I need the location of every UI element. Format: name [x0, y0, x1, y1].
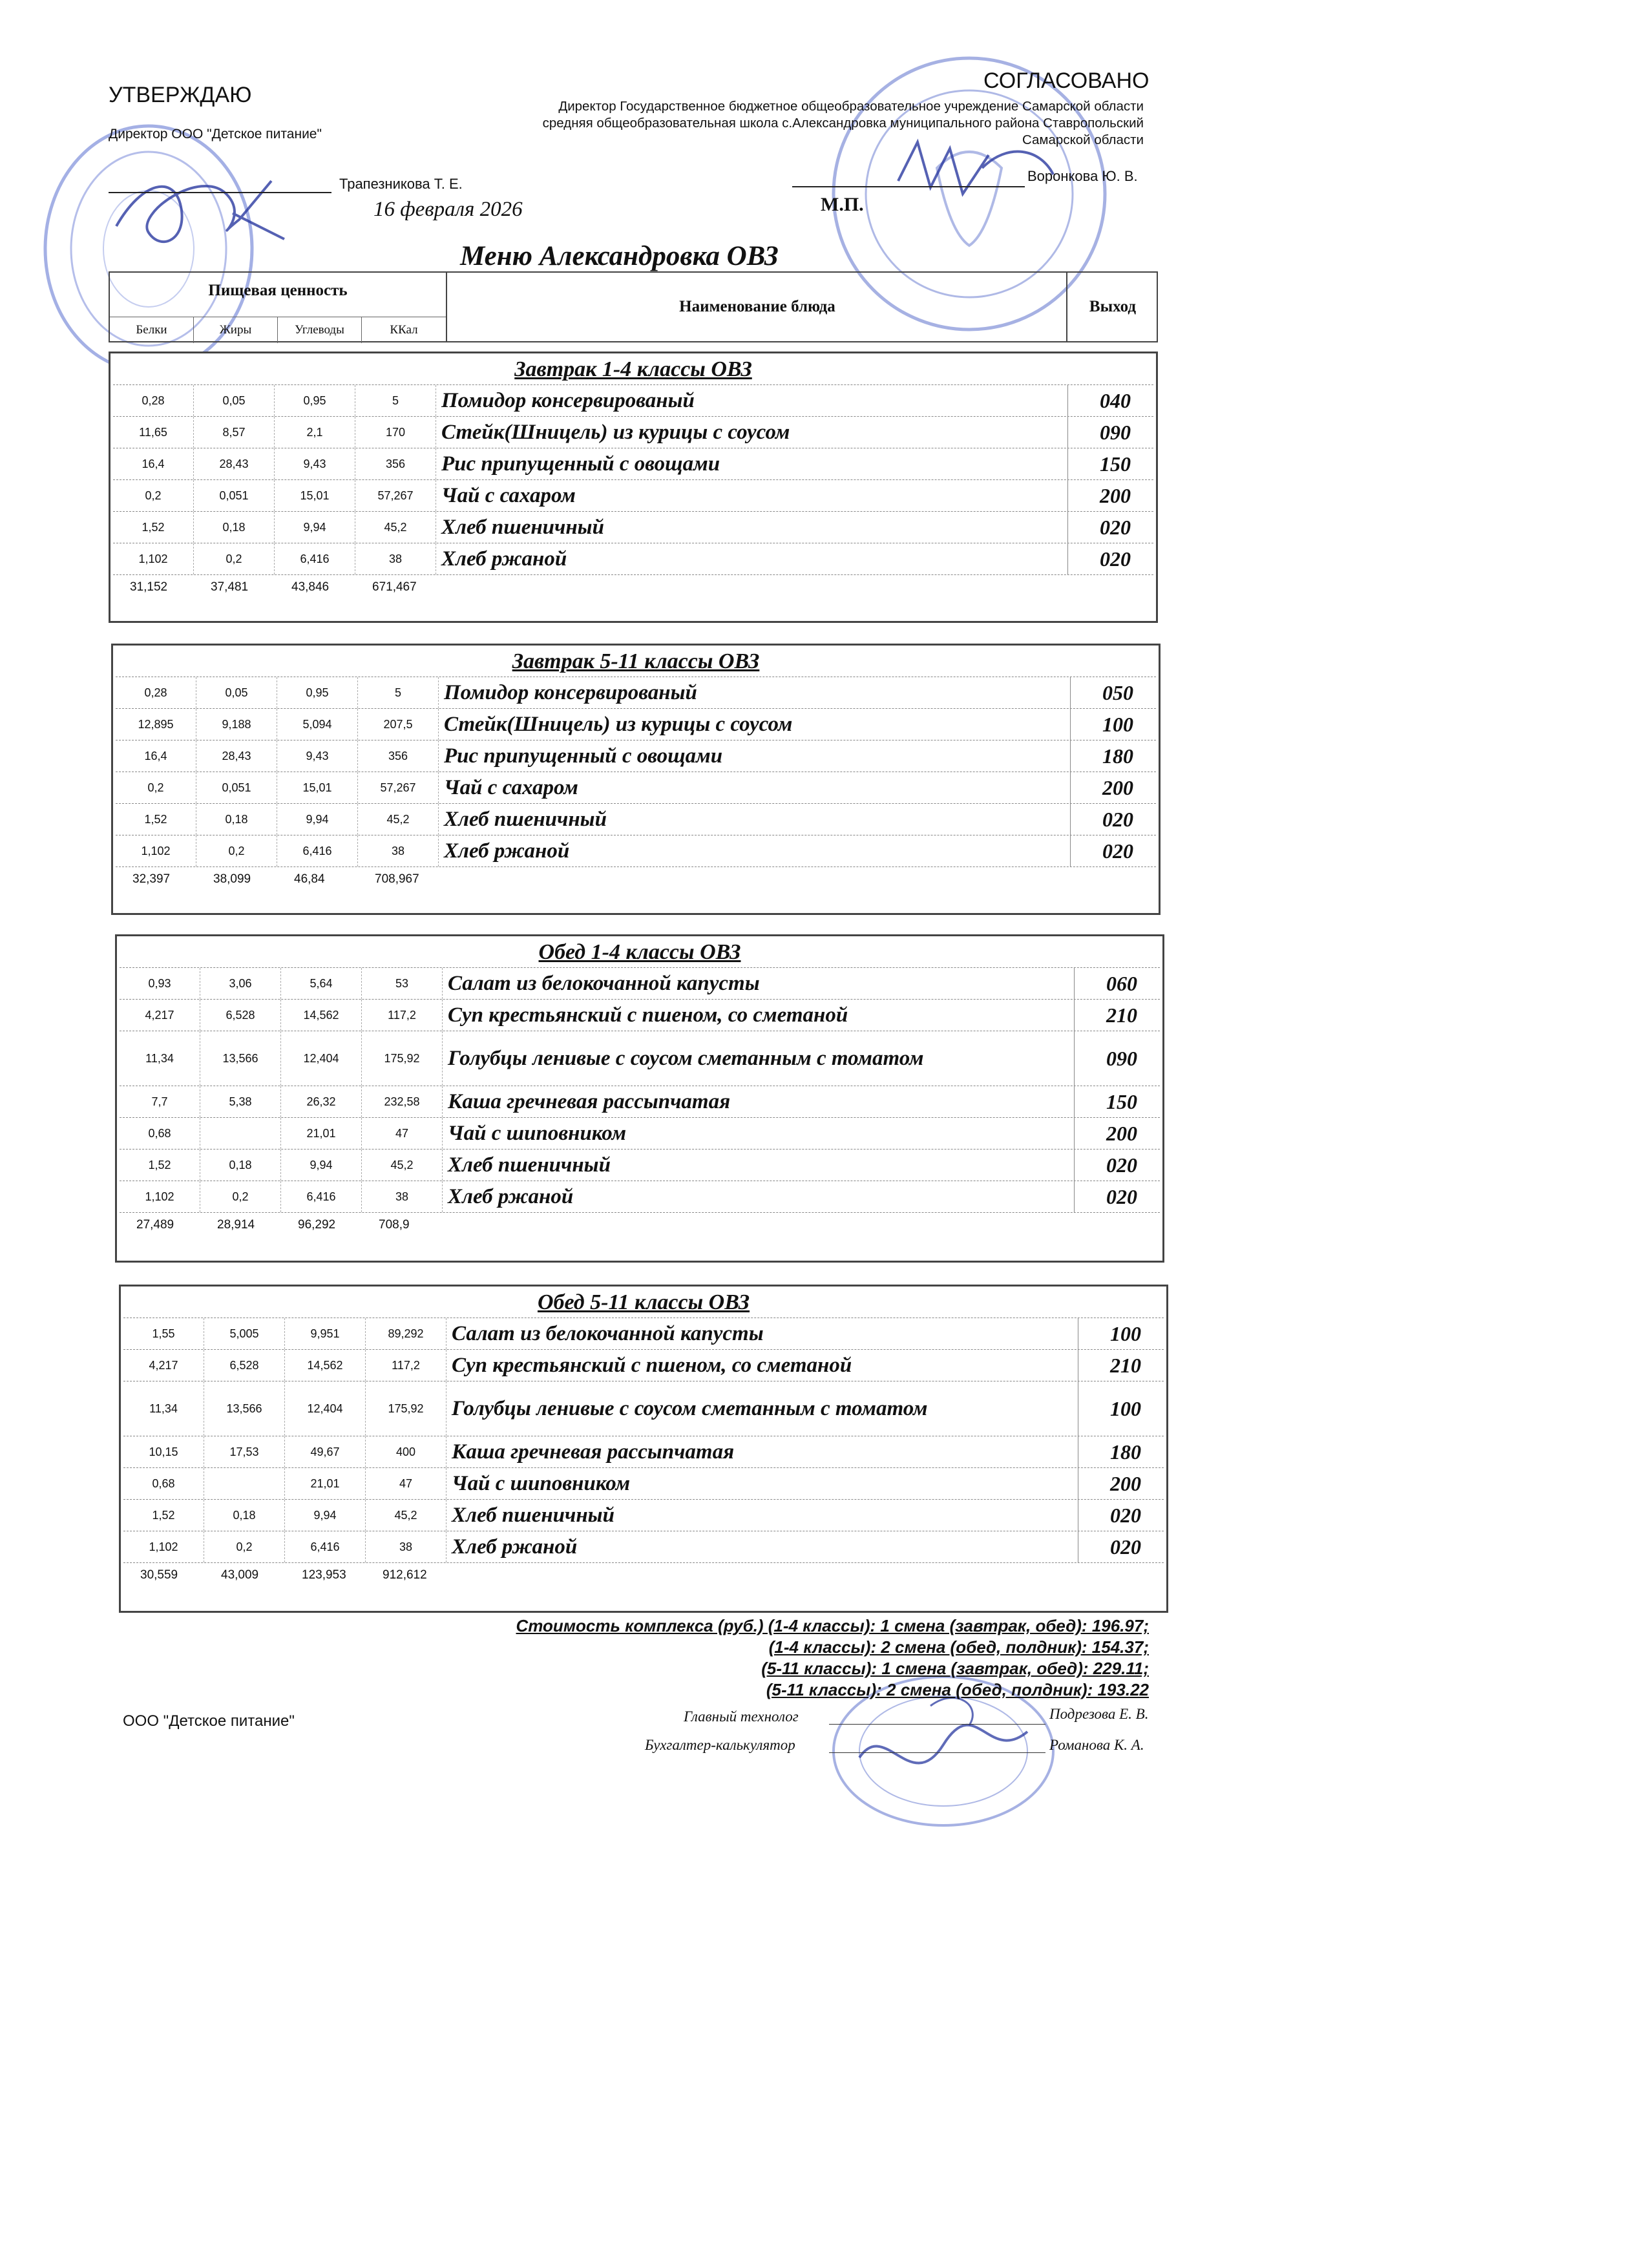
- section-title: Завтрак 5-11 классы ОВЗ: [512, 649, 760, 673]
- protein-cell: 1,52: [116, 804, 196, 835]
- table-row: [113, 543, 1153, 574]
- fat-cell: 8,57: [194, 417, 275, 448]
- kcal-cell: 38: [366, 1531, 446, 1562]
- output-cell: 200: [1106, 1121, 1137, 1145]
- dish-name: Хлеб ржаной: [452, 1531, 1078, 1562]
- tech-role: Главный технолог: [684, 1708, 799, 1725]
- output-cell: 090: [1100, 420, 1131, 444]
- acct-role: Бухгалтер-калькулятор: [645, 1737, 795, 1753]
- protein-header: Белки: [110, 317, 194, 343]
- table-row: [123, 1381, 1164, 1436]
- dish-name: Рис припущенный с овощами: [444, 740, 1071, 772]
- total-kcal: 708,9: [379, 1218, 410, 1232]
- protein-cell: 0,28: [113, 385, 194, 416]
- approve-date: 16 февраля 2026: [373, 198, 523, 221]
- section-lunch-1-4: [115, 934, 1164, 1263]
- kcal-cell: 232,58: [362, 1086, 443, 1117]
- carbs-cell: 21,01: [285, 1468, 366, 1499]
- dish-name: Чай с шиповником: [448, 1118, 1075, 1149]
- protein-cell: 1,102: [120, 1181, 200, 1212]
- protein-cell: 1,52: [123, 1500, 204, 1531]
- total-carbs: 96,292: [298, 1218, 336, 1232]
- kcal-cell: 45,2: [362, 1150, 443, 1181]
- protein-cell: 1,102: [113, 543, 194, 574]
- table-row: [116, 740, 1156, 772]
- table-row: [123, 1499, 1164, 1531]
- section-title: Обед 1-4 классы ОВЗ: [538, 940, 741, 964]
- fat-cell: 0,05: [194, 385, 275, 416]
- dish-name: Хлеб пшеничный: [452, 1500, 1078, 1531]
- table-row: [116, 708, 1156, 740]
- fat-cell: 5,38: [200, 1086, 281, 1117]
- section-rows: [113, 384, 1153, 600]
- protein-cell: 11,34: [120, 1031, 200, 1086]
- output-cell: 020: [1110, 1503, 1141, 1527]
- total-kcal: 671,467: [372, 580, 417, 594]
- carbs-cell: 15,01: [275, 480, 355, 511]
- total-row: [123, 1562, 1164, 1588]
- protein-cell: 12,895: [116, 709, 196, 740]
- dish-name: Помидор консервированый: [444, 677, 1071, 708]
- protein-cell: 4,217: [123, 1350, 204, 1381]
- fat-cell: 3,06: [200, 968, 281, 999]
- table-row: [116, 803, 1156, 835]
- approve-signature: [103, 155, 297, 258]
- approve-role: Директор ООО "Детское питание": [109, 127, 322, 142]
- section-title: Завтрак 1-4 классы ОВЗ: [514, 357, 752, 381]
- output-cell: 200: [1110, 1471, 1141, 1495]
- output-cell: 150: [1100, 452, 1131, 476]
- dish-name: Суп крестьянский с пшеном, со сметаной: [452, 1350, 1078, 1381]
- section-rows: [116, 677, 1156, 892]
- dish-name: Салат из белокочанной капусты: [452, 1318, 1078, 1349]
- kcal-cell: 117,2: [362, 1000, 443, 1031]
- carbs-cell: 49,67: [285, 1436, 366, 1467]
- acct-name: Романова К. А.: [1049, 1737, 1144, 1753]
- protein-cell: 0,2: [113, 480, 194, 511]
- table-row: [116, 835, 1156, 866]
- fat-cell: 6,528: [200, 1000, 281, 1031]
- carbs-cell: 12,404: [281, 1031, 362, 1086]
- carbs-cell: 9,43: [277, 740, 358, 772]
- nutrition-subheader: [110, 317, 446, 343]
- table-row: [113, 416, 1153, 448]
- approve-title: УТВЕРЖДАЮ: [109, 83, 252, 107]
- carbs-cell: 9,951: [285, 1318, 366, 1349]
- protein-cell: 0,28: [116, 677, 196, 708]
- fat-header: Жиры: [194, 317, 278, 343]
- kcal-cell: 5: [358, 677, 439, 708]
- total-kcal: 708,967: [375, 872, 419, 886]
- kcal-cell: 38: [362, 1181, 443, 1212]
- fat-cell: 0,2: [196, 835, 277, 866]
- fat-cell: 0,2: [204, 1531, 285, 1562]
- fat-cell: 0,2: [200, 1181, 281, 1212]
- kcal-cell: 45,2: [358, 804, 439, 835]
- fat-cell: 0,05: [196, 677, 277, 708]
- total-protein: 30,559: [140, 1568, 178, 1582]
- total-carbs: 43,846: [291, 580, 330, 594]
- dish-name: Хлеб пшеничный: [441, 512, 1068, 543]
- kcal-cell: 356: [355, 448, 436, 479]
- carbs-cell: 5,094: [277, 709, 358, 740]
- carbs-cell: 15,01: [277, 772, 358, 803]
- total-carbs: 46,84: [294, 872, 325, 886]
- cost-line: Стоимость комплекса (руб.) (1-4 классы): 1 смена (завтрак, обед): 196.97;: [516, 1616, 1149, 1635]
- output-cell: 040: [1100, 388, 1131, 412]
- kcal-cell: 45,2: [355, 512, 436, 543]
- table-row: [116, 677, 1156, 708]
- total-protein: 27,489: [136, 1218, 174, 1232]
- section-breakfast-1-4: [109, 352, 1158, 623]
- output-cell: 020: [1106, 1153, 1137, 1177]
- dish-name: Каша гречневая рассыпчатая: [448, 1086, 1075, 1117]
- table-row: [123, 1531, 1164, 1562]
- output-cell: 020: [1110, 1535, 1141, 1559]
- output-cell: 180: [1110, 1440, 1141, 1464]
- output-cell: 200: [1100, 483, 1131, 507]
- table-row: [113, 384, 1153, 416]
- output-cell: 050: [1102, 680, 1133, 704]
- total-kcal: 912,612: [383, 1568, 427, 1582]
- dish-name: Салат из белокочанной капусты: [448, 968, 1075, 999]
- protein-cell: 7,7: [120, 1086, 200, 1117]
- protein-cell: 11,34: [123, 1381, 204, 1436]
- output-cell: 180: [1102, 744, 1133, 768]
- output-cell: 020: [1102, 839, 1133, 863]
- protein-cell: 11,65: [113, 417, 194, 448]
- kcal-header: ККал: [390, 323, 418, 337]
- table-row: [113, 511, 1153, 543]
- dish-name: Чай с шиповником: [452, 1468, 1078, 1499]
- kcal-cell: 89,292: [366, 1318, 446, 1349]
- carbs-cell: 9,43: [275, 448, 355, 479]
- complex-cost: [362, 1615, 1149, 1701]
- dish-name: Чай с сахаром: [444, 772, 1071, 803]
- total-carbs: 123,953: [302, 1568, 346, 1582]
- carbs-cell: 0,95: [275, 385, 355, 416]
- carbs-cell: 9,94: [277, 804, 358, 835]
- kcal-cell: 5: [355, 385, 436, 416]
- kcal-cell: 175,92: [362, 1031, 443, 1086]
- total-fat: 43,009: [221, 1568, 259, 1582]
- agree-text: Директор Государственное бюджетное общеобразовательное учреждение Самарской области средняя общеобразовательная школа с.Александровка муниципального района Ставропольский Самарской области: [542, 99, 1144, 147]
- carbs-cell: 6,416: [281, 1181, 362, 1212]
- dish-name: Хлеб ржаной: [441, 543, 1068, 574]
- section-lunch-5-11: [119, 1285, 1168, 1613]
- kcal-cell: 53: [362, 968, 443, 999]
- table-row: [120, 1086, 1160, 1117]
- dish-name: Чай с сахаром: [441, 480, 1068, 511]
- output-cell: 020: [1100, 515, 1131, 539]
- section-title: Обед 5-11 классы ОВЗ: [537, 1290, 750, 1314]
- acct-signature-line: [829, 1752, 1045, 1753]
- protein-cell: 0,68: [123, 1468, 204, 1499]
- fat-cell: 0,18: [200, 1150, 281, 1181]
- output-cell: 210: [1106, 1003, 1137, 1027]
- table-row: [120, 1117, 1160, 1149]
- protein-cell: 16,4: [116, 740, 196, 772]
- carbs-cell: 9,94: [275, 512, 355, 543]
- output-cell: 150: [1106, 1089, 1137, 1113]
- fat-cell: [204, 1468, 285, 1499]
- carbs-cell: 12,404: [285, 1381, 366, 1436]
- carbs-cell: 21,01: [281, 1118, 362, 1149]
- total-protein: 31,152: [130, 580, 168, 594]
- carbs-cell: 5,64: [281, 968, 362, 999]
- kcal-cell: 117,2: [366, 1350, 446, 1381]
- agree-signature-line: [792, 186, 1025, 187]
- cost-line: (5-11 классы): 1 смена (завтрак, обед): 229.11;: [761, 1659, 1149, 1678]
- total-row: [113, 574, 1153, 600]
- output-cell: 020: [1100, 547, 1131, 571]
- kcal-cell: 207,5: [358, 709, 439, 740]
- fat-cell: 28,43: [194, 448, 275, 479]
- dish-name: Хлеб пшеничный: [444, 804, 1071, 835]
- total-fat: 38,099: [213, 872, 251, 886]
- kcal-cell: 400: [366, 1436, 446, 1467]
- dish-name: Суп крестьянский с пшеном, со сметаной: [448, 1000, 1075, 1031]
- table-row: [123, 1436, 1164, 1467]
- approve-signature-line: [109, 192, 331, 193]
- table-row: [120, 1181, 1160, 1212]
- output-cell: 090: [1106, 1046, 1137, 1070]
- protein-cell: 1,52: [120, 1150, 200, 1181]
- protein-cell: 0,68: [120, 1118, 200, 1149]
- fat-cell: 0,051: [194, 480, 275, 511]
- section-rows: [123, 1318, 1164, 1588]
- agree-name: Воронкова Ю. В.: [1027, 168, 1138, 184]
- carbs-header: Углеводы: [278, 317, 362, 343]
- table-row: [123, 1318, 1164, 1349]
- carbs-cell: 2,1: [275, 417, 355, 448]
- menu-title: Меню Александровка ОВЗ: [460, 241, 779, 271]
- table-row: [120, 1149, 1160, 1181]
- dish-name: Голубцы ленивые с соусом сметанным с томатом: [448, 1031, 1075, 1086]
- fat-cell: 5,005: [204, 1318, 285, 1349]
- fat-cell: 28,43: [196, 740, 277, 772]
- output-cell: 210: [1110, 1353, 1141, 1377]
- stamp-place-label: М.П.: [821, 194, 864, 215]
- protein-cell: 4,217: [120, 1000, 200, 1031]
- carbs-cell: 6,416: [275, 543, 355, 574]
- kcal-cell: 47: [366, 1468, 446, 1499]
- table-row: [113, 448, 1153, 479]
- output-cell: 200: [1102, 775, 1133, 799]
- dish-name: Хлеб пшеничный: [448, 1150, 1075, 1181]
- approve-name: Трапезникова Т. Е.: [339, 176, 463, 192]
- fat-cell: 13,566: [204, 1381, 285, 1436]
- carbs-cell: 26,32: [281, 1086, 362, 1117]
- cost-line: (1-4 классы): 2 смена (обед, полдник): 154.37;: [768, 1637, 1149, 1657]
- output-header: Выход: [1066, 273, 1158, 341]
- output-cell: 100: [1110, 1396, 1141, 1420]
- carbs-cell: 6,416: [285, 1531, 366, 1562]
- protein-cell: 1,55: [123, 1318, 204, 1349]
- total-row: [120, 1212, 1160, 1237]
- footer-org: ООО "Детское питание": [123, 1712, 295, 1730]
- table-row: [120, 967, 1160, 999]
- total-fat: 37,481: [211, 580, 249, 594]
- output-cell: 100: [1110, 1321, 1141, 1345]
- dish-name: Каша гречневая рассыпчатая: [452, 1436, 1078, 1467]
- fat-cell: 0,18: [196, 804, 277, 835]
- fat-cell: 0,051: [196, 772, 277, 803]
- fat-cell: 9,188: [196, 709, 277, 740]
- fat-cell: 0,18: [194, 512, 275, 543]
- kcal-cell: 45,2: [366, 1500, 446, 1531]
- table-row: [123, 1349, 1164, 1381]
- kcal-cell: 57,267: [358, 772, 439, 803]
- kcal-cell: 175,92: [366, 1381, 446, 1436]
- fat-cell: 13,566: [200, 1031, 281, 1086]
- table-row: [123, 1467, 1164, 1499]
- fat-cell: [200, 1118, 281, 1149]
- dish-name: Стейк(Шницель) из курицы с соусом: [444, 709, 1071, 740]
- fat-cell: 0,18: [204, 1500, 285, 1531]
- table-row: [116, 772, 1156, 803]
- table-row: [120, 999, 1160, 1031]
- dish-name: Помидор консервированый: [441, 385, 1068, 416]
- dish-name: Голубцы ленивые с соусом сметанным с томатом: [452, 1381, 1078, 1436]
- protein-cell: 16,4: [113, 448, 194, 479]
- kcal-cell: 38: [355, 543, 436, 574]
- protein-cell: 1,102: [123, 1531, 204, 1562]
- kcal-cell: 57,267: [355, 480, 436, 511]
- dish-name: Хлеб ржаной: [444, 835, 1071, 866]
- protein-cell: 10,15: [123, 1436, 204, 1467]
- dish-name-header: Наименование блюда: [446, 273, 1067, 341]
- output-cell: 020: [1102, 807, 1133, 831]
- carbs-cell: 14,562: [281, 1000, 362, 1031]
- fat-cell: 0,2: [194, 543, 275, 574]
- total-row: [116, 866, 1156, 892]
- carbs-cell: 14,562: [285, 1350, 366, 1381]
- carbs-cell: 9,94: [285, 1500, 366, 1531]
- dish-name: Хлеб ржаной: [448, 1181, 1075, 1212]
- kcal-cell: 47: [362, 1118, 443, 1149]
- protein-cell: 1,52: [113, 512, 194, 543]
- section-rows: [120, 967, 1160, 1237]
- protein-cell: 0,93: [120, 968, 200, 999]
- carbs-cell: 9,94: [281, 1150, 362, 1181]
- agree-title: СОГЛАСОВАНО: [983, 68, 1150, 93]
- total-protein: 32,397: [132, 872, 171, 886]
- dish-name: Рис припущенный с овощами: [441, 448, 1068, 479]
- fat-cell: 17,53: [204, 1436, 285, 1467]
- carbs-cell: 6,416: [277, 835, 358, 866]
- column-header: [109, 271, 1158, 342]
- output-cell: 100: [1102, 712, 1133, 736]
- tech-signature-line: [829, 1724, 1045, 1725]
- tech-name: Подрезова Е. В.: [1049, 1706, 1149, 1722]
- output-cell: 020: [1106, 1184, 1137, 1208]
- protein-cell: 0,2: [116, 772, 196, 803]
- carbs-cell: 0,95: [277, 677, 358, 708]
- dish-name: Стейк(Шницель) из курицы с соусом: [441, 417, 1068, 448]
- kcal-cell: 356: [358, 740, 439, 772]
- nutrition-header: Пищевая ценность: [208, 282, 348, 299]
- table-row: [113, 479, 1153, 511]
- section-breakfast-5-11: [111, 644, 1161, 915]
- table-row: [120, 1031, 1160, 1086]
- total-fat: 28,914: [217, 1218, 255, 1232]
- protein-cell: 1,102: [116, 835, 196, 866]
- fat-cell: 6,528: [204, 1350, 285, 1381]
- cost-line: (5-11 классы): 2 смена (обед, полдник): 193.22: [766, 1680, 1149, 1699]
- kcal-cell: 170: [355, 417, 436, 448]
- output-cell: 060: [1106, 971, 1137, 995]
- kcal-cell: 38: [358, 835, 439, 866]
